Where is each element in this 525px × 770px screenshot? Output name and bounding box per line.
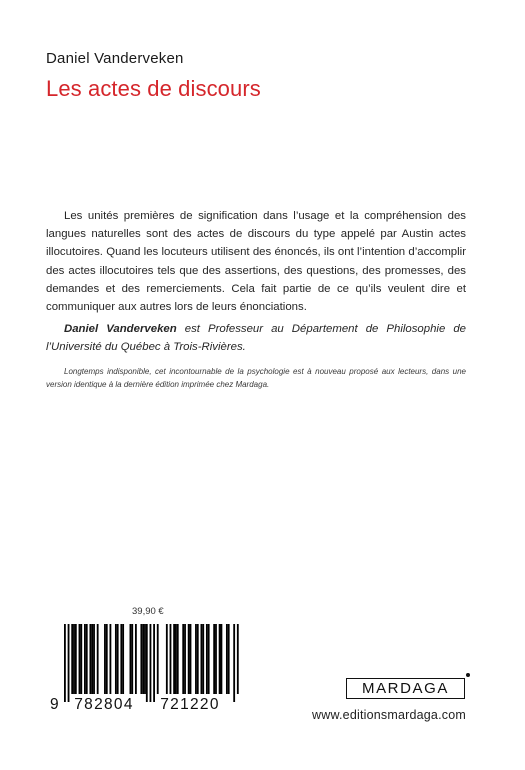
barcode-bar — [153, 624, 155, 702]
barcode-bar — [144, 624, 146, 694]
barcode-bar — [206, 624, 208, 694]
barcode-bar — [215, 624, 217, 694]
barcode-bar — [110, 624, 112, 694]
barcode-bar — [213, 624, 215, 694]
blurb-paragraph: Les unités premières de signification dans l’usage et la compréhension des langues naturelles sont des actes de discours du type appelé par Austin actes illocutoires. Quand les locuteurs utilisent des énoncés, ils ont l’intention d’accomplir des actes illocutoires tels que des assertions, des questions, des promesses, des demandes et des remerciements. Cela fait partie de ce qu’ils veulent dire et communiquer aux autres lors de leurs énonciations. — [46, 210, 466, 314]
barcode-bar — [142, 624, 144, 694]
barcode-bar — [166, 624, 168, 694]
barcode-bar — [104, 624, 106, 694]
barcode-bar — [122, 624, 124, 694]
publisher-website[interactable]: www.editionsmardaga.com — [312, 708, 466, 722]
edition-note: Longtemps indisponible, cet incontournable de la psychologie est à nouveau proposé aux lecteurs, dans une version identique à la dernière édition imprimée chez Mardaga. — [46, 366, 466, 389]
barcode-bar — [93, 624, 95, 694]
publisher-logo — [346, 678, 465, 699]
barcode-bar — [140, 624, 142, 694]
bio-text: est Professeur au Département de Philosophie de l’Université du Québec à Trois-Rivières. — [46, 323, 466, 354]
barcode-bar — [115, 624, 117, 694]
barcode-right-group: 721220 — [160, 696, 220, 713]
barcode-first-digit: 9 — [50, 696, 59, 713]
barcode-bar — [131, 624, 133, 694]
barcode-left-group: 782804 — [74, 696, 134, 713]
barcode-bar — [237, 624, 239, 694]
isbn-barcode — [46, 620, 246, 716]
barcode-bar — [195, 624, 197, 694]
barcode-bar — [150, 624, 152, 702]
barcode-bar — [130, 624, 132, 694]
bio-author-name: Daniel Vanderveken — [64, 323, 177, 336]
barcode-bar — [188, 624, 190, 694]
barcode-bar — [89, 624, 91, 694]
barcode-bar — [201, 624, 203, 694]
barcode-bar — [175, 624, 177, 694]
book-title: Les actes de discours — [46, 76, 261, 101]
barcode-bar — [106, 624, 108, 694]
barcode-bar — [221, 624, 223, 694]
barcode-digits — [46, 696, 246, 716]
publisher-logo-text: MARDAGA — [361, 680, 450, 697]
blurb — [46, 207, 466, 391]
barcode-bar — [233, 624, 235, 702]
barcode-bar — [84, 624, 86, 694]
barcode-bar — [146, 624, 148, 702]
barcode-bar — [79, 624, 81, 694]
barcode-bar — [80, 624, 82, 694]
barcode-bar — [157, 624, 159, 694]
barcode-bar — [64, 624, 66, 702]
barcode-bar — [73, 624, 75, 694]
barcode-bar — [71, 624, 73, 694]
barcode-bar — [208, 624, 210, 694]
barcode-bar — [97, 624, 99, 694]
barcode-bar — [173, 624, 175, 694]
barcode-bar — [228, 624, 230, 694]
barcode-bar — [68, 624, 70, 702]
barcode-bar — [135, 624, 137, 694]
barcode-bar — [182, 624, 184, 694]
author-name: Daniel Vanderveken — [46, 50, 184, 67]
price-label: 39,90 € — [132, 606, 164, 617]
logo-dot-icon — [466, 673, 470, 677]
barcode-bar — [91, 624, 93, 694]
barcode-bar — [177, 624, 179, 694]
author-bio — [46, 320, 466, 356]
barcode-bar — [202, 624, 204, 694]
barcode-bar — [86, 624, 88, 694]
barcode-bar — [190, 624, 192, 694]
barcode-bar — [120, 624, 122, 694]
barcode-bar — [197, 624, 199, 694]
barcode-bar — [170, 624, 172, 694]
barcode-bar — [75, 624, 77, 694]
barcode-bar — [226, 624, 228, 694]
barcode-bar — [184, 624, 186, 694]
barcode-bar — [219, 624, 221, 694]
barcode-bar — [117, 624, 119, 694]
